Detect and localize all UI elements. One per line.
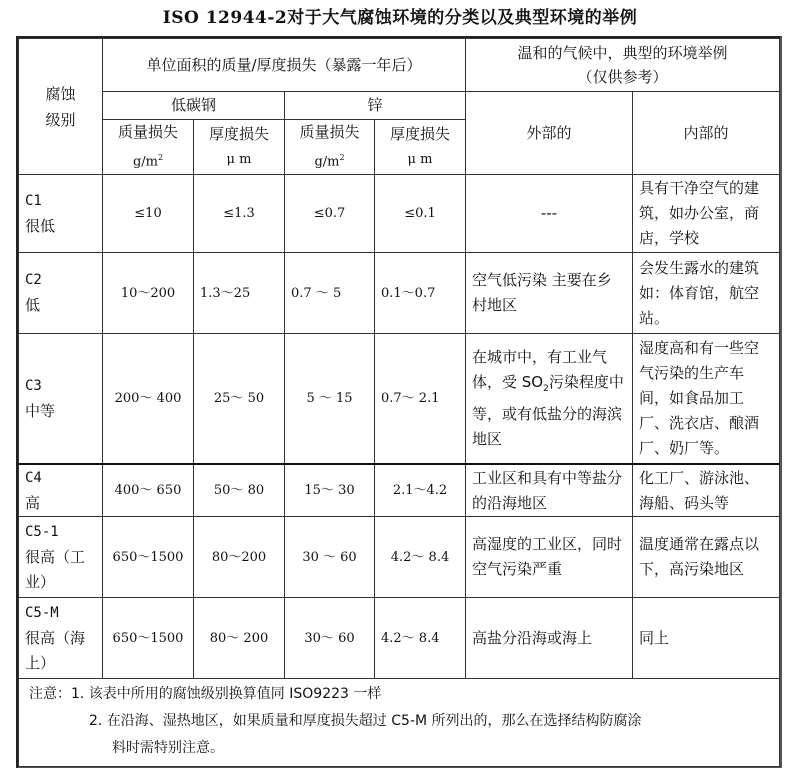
header-grade-label: 腐蚀级别 xyxy=(45,84,76,129)
interior-cell: 温度通常在露点以下，高污染地区 xyxy=(633,517,780,598)
steel-mass-cell: 650～1500 xyxy=(103,598,194,679)
notes-row xyxy=(19,679,780,767)
header-zinc-mass-label: 质量损失 xyxy=(299,123,360,141)
document-title: ISO 12944-2对于大气腐蚀环境的分类以及典型环境的举例 xyxy=(162,8,638,28)
header-row-2 xyxy=(19,92,780,120)
grade-cell xyxy=(19,517,103,598)
header-steel-thickness-label: 厚度损失 xyxy=(208,125,269,144)
header-steel-thickness xyxy=(194,120,285,175)
unit-sup: 2 xyxy=(157,153,164,162)
grade-code: C2 xyxy=(25,272,42,289)
grade-name: 低 xyxy=(25,296,41,315)
zinc-thickness-cell: 4.2～ 8.4 xyxy=(375,517,466,598)
steel-thickness-cell: 1.3～25 xyxy=(194,253,285,334)
steel-thickness-cell: 50～ 80 xyxy=(194,464,285,517)
zinc-mass-cell: 15～ 30 xyxy=(285,464,375,517)
exterior-cell: 高湿度的工业区，同时空气污染严重 xyxy=(466,517,633,598)
table-row-c5-m xyxy=(19,598,780,679)
exterior-cell: 空气低污染 主要在乡村地区 xyxy=(466,253,633,334)
zinc-thickness-cell: 0.7～ 2.1 xyxy=(375,334,466,464)
unit-text: g/m xyxy=(314,154,340,170)
grade-name: 高 xyxy=(25,493,41,512)
grade-code: C1 xyxy=(25,192,42,209)
exterior-cell xyxy=(466,334,633,464)
header-steel-mass xyxy=(103,120,194,175)
grade-cell xyxy=(19,175,103,253)
exterior-text-post: 污染程度中等，或有低盐分的海滨地区 xyxy=(472,373,624,449)
header-zinc-mass xyxy=(285,120,375,175)
zinc-mass-cell: ≤0.7 xyxy=(285,175,375,253)
note-1 xyxy=(29,681,769,708)
header-grade xyxy=(19,39,103,175)
table-row-c2 xyxy=(19,253,780,334)
header-steel-thickness-unit: μ m xyxy=(226,152,252,168)
unit-text: g/m xyxy=(132,154,158,170)
grade-name: 很高（海上） xyxy=(25,628,86,672)
zinc-mass-cell: 30～ 60 xyxy=(285,598,375,679)
interior-cell: 具有干净空气的建筑，如办公室，商店，学校 xyxy=(633,175,780,253)
grade-cell xyxy=(19,253,103,334)
grade-name: 中等 xyxy=(25,401,56,420)
exterior-cell: 高盐分沿海或海上 xyxy=(466,598,633,679)
steel-thickness-cell: 25～ 50 xyxy=(194,334,285,464)
grade-code: C5-1 xyxy=(25,523,59,540)
header-zinc-mass-unit xyxy=(291,145,368,174)
steel-thickness-cell: 80～ 200 xyxy=(194,598,285,679)
unit-sup: 2 xyxy=(339,153,345,162)
header-zinc-thickness-label: 厚度损失 xyxy=(389,125,450,144)
steel-mass-cell: 400～ 650 xyxy=(103,464,194,517)
header-exterior: 外部的 xyxy=(466,92,633,175)
steel-thickness-cell: 80～200 xyxy=(194,517,285,598)
header-steel-mass-label: 质量损失 xyxy=(117,123,178,141)
header-env-group xyxy=(466,39,780,92)
grade-code: C3 xyxy=(25,377,42,394)
grade-code: C4 xyxy=(25,469,42,486)
zinc-mass-cell: 0.7 ～ 5 xyxy=(285,253,375,334)
table-row-c3 xyxy=(19,334,780,464)
exterior-text-pre: 在城市中，有工业气体，受 SO xyxy=(472,348,608,392)
header-env-line1: 温和的气候中，典型的环境举例 xyxy=(517,44,728,62)
zinc-mass-cell: 30 ～ 60 xyxy=(285,517,375,598)
zinc-thickness-cell: 0.1～0.7 xyxy=(375,253,466,334)
interior-cell: 湿度高和有一些空气污染的生产车间，如食品加工厂、洗衣店、酿酒厂、奶厂等。 xyxy=(633,334,780,464)
interior-cell: 会发生露水的建筑如：体育馆，航空站。 xyxy=(633,253,780,334)
header-interior: 内部的 xyxy=(633,92,780,175)
so2-subscript: 2 xyxy=(543,384,549,395)
header-steel-mass-unit xyxy=(109,145,187,174)
notes-cell xyxy=(19,679,780,767)
note-2: 2. 在沿海、湿热地区，如果质量和厚度损失超过 C5-M 所列出的，那么在选择结构防腐涂 xyxy=(89,713,642,730)
steel-mass-cell: 650～1500 xyxy=(103,517,194,598)
zinc-mass-cell: 5 ～ 15 xyxy=(285,334,375,464)
zinc-thickness-cell: 2.1～4.2 xyxy=(375,464,466,517)
steel-thickness-cell: ≤1.3 xyxy=(194,175,285,253)
header-zinc-thickness xyxy=(375,120,466,175)
table-row-c5-1 xyxy=(19,517,780,598)
steel-mass-cell: 10～200 xyxy=(103,253,194,334)
interior-cell: 同上 xyxy=(633,598,780,679)
note-2-continued: 料时需特别注意。 xyxy=(112,740,224,757)
zinc-thickness-cell: 4.2～ 8.4 xyxy=(375,598,466,679)
corrosion-classification-table xyxy=(16,36,782,768)
grade-cell xyxy=(19,598,103,679)
steel-mass-cell: ≤10 xyxy=(103,175,194,253)
steel-mass-cell: 200～ 400 xyxy=(103,334,194,464)
notes-label: 注意： xyxy=(29,686,71,703)
grade-name: 很高（工业） xyxy=(25,547,86,591)
header-steel: 低碳钢 xyxy=(103,92,285,120)
header-zinc: 锌 xyxy=(285,92,466,120)
table-row-c4 xyxy=(19,464,780,517)
exterior-cell: --- xyxy=(466,175,633,253)
header-row-1 xyxy=(19,39,780,92)
interior-cell: 化工厂、游泳池、海船、码头等 xyxy=(633,464,780,517)
header-loss-group: 单位面积的质量/厚度损失（暴露一年后） xyxy=(103,39,466,92)
note-1-text: 1. 该表中所用的腐蚀级别换算值同 ISO9223 一样 xyxy=(71,686,382,703)
grade-code: C5-M xyxy=(25,604,59,621)
header-env-line2: （仅供参考） xyxy=(577,68,668,86)
grade-cell xyxy=(19,464,103,517)
grade-name: 很低 xyxy=(25,216,56,235)
exterior-cell: 工业区和具有中等盐分的沿海地区 xyxy=(466,464,633,517)
header-zinc-thickness-unit: μ m xyxy=(407,152,433,168)
zinc-thickness-cell: ≤0.1 xyxy=(375,175,466,253)
grade-cell xyxy=(19,334,103,464)
table-row-c1 xyxy=(19,175,780,253)
